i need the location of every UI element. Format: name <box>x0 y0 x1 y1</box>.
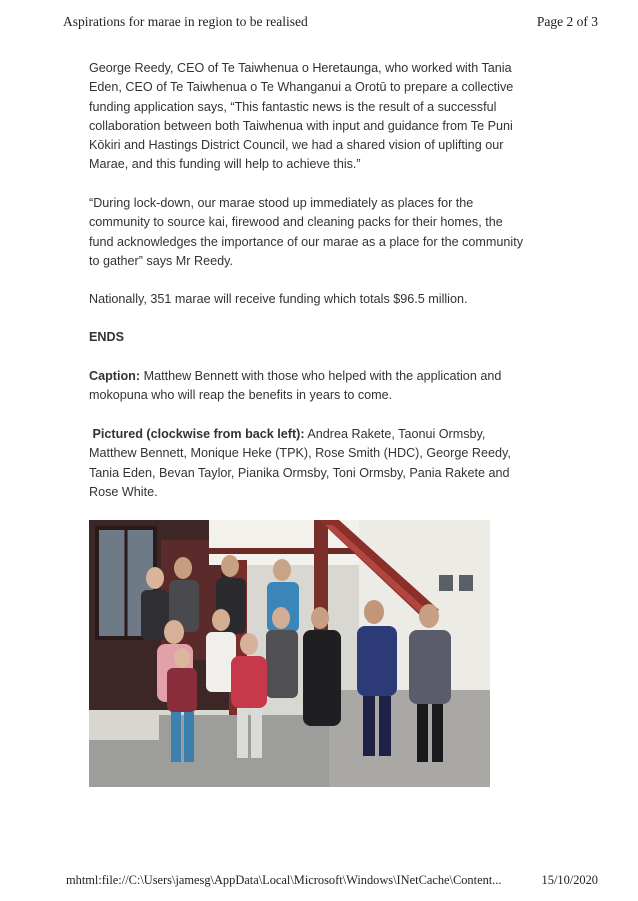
pictured-paragraph <box>89 425 529 502</box>
caption-paragraph <box>89 367 529 406</box>
group-photo <box>89 520 490 787</box>
paragraph-national-funding <box>89 290 529 309</box>
caption-text: Matthew Bennett with those who helped with the application and mokopuna who will reap the benefits in years to come. <box>89 369 502 403</box>
paragraph-reedy-quote <box>89 59 529 175</box>
paragraph-text: Nationally, 351 marae will receive funding which totals $96.5 million. <box>89 292 468 306</box>
pictured-label: Pictured (clockwise from back left): <box>92 427 305 441</box>
print-header <box>63 14 598 30</box>
file-path: mhtml:file://C:\Users\jamesg\AppData\Local\Microsoft\Windows\INetCache\Content... <box>66 873 502 887</box>
print-footer <box>66 873 598 888</box>
page-number: Page 2 of 3 <box>536 14 598 29</box>
paragraph-text: “During lock-down, our marae stood up immediately as places for the community to source kai, firewood and cleaning packs for their homes, the fund acknowledges the importance of our marae as a place for the community to gather” says Mr Reedy. <box>89 196 524 268</box>
ends-marker <box>89 328 529 347</box>
ends-text: ENDS <box>89 330 124 344</box>
document-title: Aspirations for marae in region to be realised <box>63 14 308 29</box>
group-photo-illustration <box>89 520 490 787</box>
paragraph-text: George Reedy, CEO of Te Taiwhenua o Heretaunga, who worked with Tania Eden, CEO of Te Taiwhenua o Te Whanganui a Orotū to prepare a collective funding application says, “This fantastic news is the result of a successful collaboration between both Taiwhenua with input and guidance from Te Puni Kōkiri and Hastings District Council, we had a shared vision of uplifting our Marae, and this funding will help to achieve this.” <box>89 61 514 172</box>
print-date: 15/10/2020 <box>541 873 598 887</box>
pictured-names: Andrea Rakete, Taonui Ormsby, Matthew Bennett, Monique Heke (TPK), Rose Smith (HDC), George Reedy, Tania Eden, Bevan Taylor, Pianika Ormsby, Toni Ormsby, Pania Rakete and Rose White. <box>89 427 511 499</box>
paragraph-lockdown <box>89 194 529 271</box>
caption-label: Caption: <box>89 369 141 383</box>
